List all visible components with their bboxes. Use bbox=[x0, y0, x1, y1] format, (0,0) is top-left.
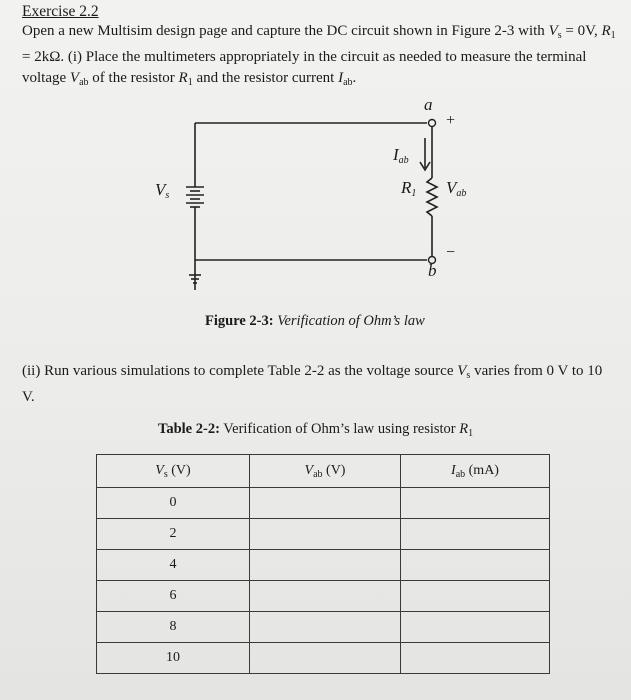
header-vab-unit: (V) bbox=[322, 462, 346, 478]
table-row bbox=[97, 519, 550, 550]
iab-cell[interactable] bbox=[401, 488, 550, 519]
part-two-text-2: varies from 0 V to 10 V. bbox=[22, 363, 603, 405]
table-caption-text: Verification of Ohm’s law using resistor bbox=[219, 421, 460, 437]
intro-text-5: . bbox=[352, 70, 357, 86]
iab-cell[interactable] bbox=[401, 581, 550, 612]
current-symbol: I bbox=[393, 145, 399, 164]
voltage-subscript: ab bbox=[456, 188, 467, 199]
iab-symbol: I bbox=[338, 70, 344, 86]
table-row bbox=[97, 643, 550, 674]
table-caption-label: Table 2-2: bbox=[158, 421, 220, 437]
iab-cell[interactable] bbox=[401, 550, 550, 581]
voltage-symbol: V bbox=[446, 178, 457, 197]
intro-text-1: Open a new Multisim design page and capture the DC circuit shown in Figure 2-3 with bbox=[22, 23, 549, 39]
source-symbol: V bbox=[155, 180, 166, 199]
intro-text-3: of the resistor bbox=[88, 70, 179, 86]
header-iab-subscript: ab bbox=[455, 468, 466, 480]
header-iab bbox=[401, 455, 550, 488]
r1b-subscript: 1 bbox=[187, 77, 193, 88]
figure-caption bbox=[205, 313, 425, 330]
source-label bbox=[155, 180, 169, 201]
vs-cell[interactable]: 2 bbox=[97, 519, 250, 550]
vs-cell[interactable]: 6 bbox=[97, 581, 250, 612]
vab-cell[interactable] bbox=[250, 643, 401, 674]
vs-subscript: s bbox=[557, 30, 562, 41]
table-caption-r-subscript: 1 bbox=[468, 428, 474, 439]
vs-cell[interactable]: 0 bbox=[97, 488, 250, 519]
header-vs-unit: (V) bbox=[167, 462, 191, 478]
vab-cell[interactable] bbox=[250, 550, 401, 581]
figure-caption-title: Verification of Ohm’s law bbox=[277, 313, 425, 329]
r1b-symbol: R bbox=[178, 70, 188, 86]
ohms-law-table bbox=[96, 454, 550, 674]
node-b-label: b bbox=[428, 261, 437, 280]
header-vs-symbol: V bbox=[155, 462, 164, 478]
iab-cell[interactable] bbox=[401, 643, 550, 674]
vab-cell[interactable] bbox=[250, 612, 401, 643]
header-vs bbox=[97, 455, 250, 488]
intro-text-4: and the resistor current bbox=[192, 70, 339, 86]
header-vab-subscript: ab bbox=[313, 468, 323, 480]
table-row bbox=[97, 581, 550, 612]
table-row bbox=[97, 550, 550, 581]
part-two-vs-symbol: V bbox=[457, 363, 467, 379]
r1-subscript: 1 bbox=[610, 30, 616, 41]
figure-caption-label: Figure 2-3: bbox=[205, 313, 274, 329]
resistor-symbol: R bbox=[401, 178, 412, 197]
r1-value: = 2kΩ. bbox=[22, 48, 65, 65]
current-label bbox=[393, 145, 409, 166]
source-subscript: s bbox=[165, 190, 170, 201]
vab-subscript: ab bbox=[79, 77, 89, 88]
table-caption bbox=[158, 421, 473, 439]
minus-sign: − bbox=[446, 244, 456, 261]
part-two-vs-subscript: s bbox=[466, 370, 471, 381]
header-vab bbox=[250, 455, 401, 488]
intro-paragraph bbox=[22, 21, 617, 94]
exercise-heading: Exercise 2.2 bbox=[22, 3, 99, 20]
table-header-row bbox=[97, 455, 550, 488]
table-row bbox=[97, 612, 550, 643]
part-two-text-1: (ii) Run various simulations to complete Table 2-2 as the voltage source bbox=[22, 363, 458, 379]
header-vab-symbol: V bbox=[304, 462, 314, 478]
intro-text-2: (i) Place the multimeters appropriately in the circuit as needed to measure the terminal voltage bbox=[22, 48, 587, 86]
header-iab-unit: (mA) bbox=[465, 462, 499, 478]
voltage-label bbox=[446, 178, 466, 199]
vs-symbol: V bbox=[548, 23, 558, 39]
circuit-diagram bbox=[150, 90, 490, 300]
current-subscript: ab bbox=[398, 155, 409, 166]
resistor-label bbox=[401, 178, 416, 199]
table-caption-r-symbol: R bbox=[459, 421, 469, 437]
table-row bbox=[97, 488, 550, 519]
part-two-paragraph bbox=[22, 361, 617, 408]
vs-cell[interactable]: 8 bbox=[97, 612, 250, 643]
node-a-label: a bbox=[424, 95, 433, 114]
vs-cell[interactable]: 10 bbox=[97, 643, 250, 674]
resistor-subscript: 1 bbox=[411, 188, 417, 199]
header-vs-subscript: s bbox=[163, 468, 168, 480]
vs-cell[interactable]: 4 bbox=[97, 550, 250, 581]
header-iab-symbol: I bbox=[451, 462, 456, 478]
r1-symbol: R bbox=[601, 23, 611, 39]
iab-cell[interactable] bbox=[401, 519, 550, 550]
resistor-zigzag bbox=[427, 178, 437, 216]
terminal-a bbox=[429, 120, 436, 127]
vab-cell[interactable] bbox=[250, 488, 401, 519]
iab-subscript: ab bbox=[343, 77, 353, 88]
vab-cell[interactable] bbox=[250, 581, 401, 612]
iab-cell[interactable] bbox=[401, 612, 550, 643]
vs-value: = 0V, bbox=[561, 23, 598, 39]
vab-symbol: V bbox=[69, 70, 80, 86]
vab-cell[interactable] bbox=[250, 519, 401, 550]
plus-sign: + bbox=[446, 112, 456, 129]
